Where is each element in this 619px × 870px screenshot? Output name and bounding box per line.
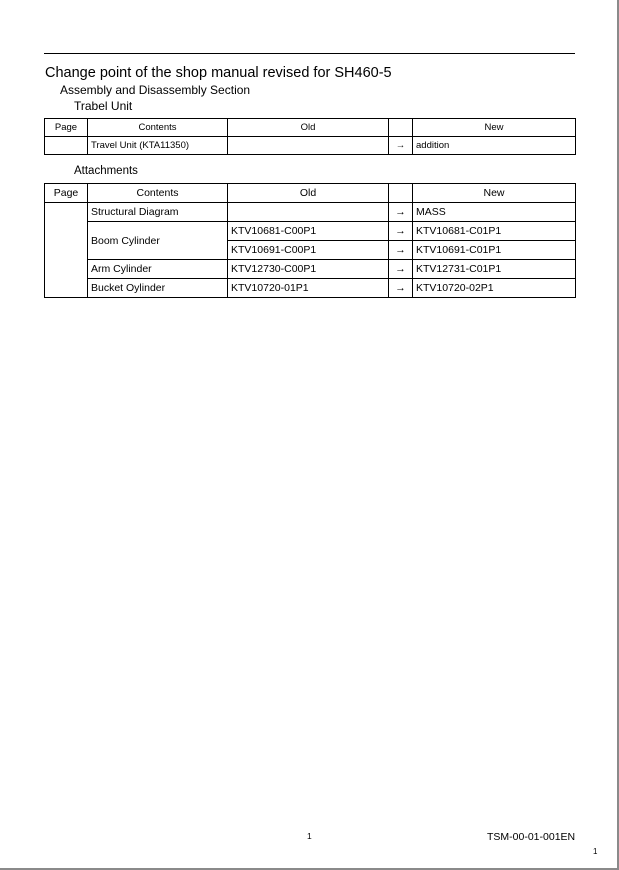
cell-contents: Bucket Oylinder <box>88 279 228 298</box>
cell-old: KTV10681-C00P1 <box>228 222 389 241</box>
cell-page <box>45 203 88 298</box>
cell-contents: Arm Cylinder <box>88 260 228 279</box>
cell-page <box>45 137 88 155</box>
header-old: Old <box>228 119 389 137</box>
cell-contents: Boom Cylinder <box>88 222 228 260</box>
cell-new: KTV10691-C01P1 <box>413 241 576 260</box>
travel-unit-table <box>44 118 576 155</box>
travel-unit-heading: Trabel Unit <box>74 99 133 113</box>
footer-page-number: 1 <box>307 831 312 841</box>
table-row <box>45 137 576 155</box>
right-arrow-icon: → <box>389 137 413 155</box>
cell-contents: Travel Unit (KTA11350) <box>88 137 228 155</box>
attachments-heading: Attachments <box>74 165 138 177</box>
cell-old: KTV12730-C00P1 <box>228 260 389 279</box>
table-row <box>45 203 576 222</box>
cell-old: KTV10691-C00P1 <box>228 241 389 260</box>
table-header-row <box>45 119 576 137</box>
right-arrow-icon: → <box>389 241 413 260</box>
header-contents: Contents <box>88 119 228 137</box>
table-row <box>45 222 576 241</box>
cell-new: addition <box>413 137 576 155</box>
table-row <box>45 279 576 298</box>
corner-page-number: 1 <box>593 847 598 856</box>
cell-new: KTV10681-C01P1 <box>413 222 576 241</box>
header-page: Page <box>45 119 88 137</box>
header-page: Page <box>45 184 88 203</box>
header-arrow <box>389 184 413 203</box>
table-row <box>45 260 576 279</box>
right-arrow-icon: → <box>389 222 413 241</box>
cell-new: KTV12731-C01P1 <box>413 260 576 279</box>
header-new: New <box>413 184 576 203</box>
footer-doc-code: TSM-00-01-001EN <box>487 831 576 843</box>
cell-old <box>228 203 389 222</box>
header-rule <box>44 53 575 54</box>
attachments-table <box>44 183 576 298</box>
cell-old <box>228 137 389 155</box>
cell-contents: Structural Diagram <box>88 203 228 222</box>
cell-old: KTV10720-01P1 <box>228 279 389 298</box>
header-new: New <box>413 119 576 137</box>
cell-new: MASS <box>413 203 576 222</box>
right-arrow-icon: → <box>389 203 413 222</box>
header-arrow <box>389 119 413 137</box>
section-subtitle: Assembly and Disassembly Section <box>60 83 251 97</box>
right-arrow-icon: → <box>389 260 413 279</box>
table-header-row <box>45 184 576 203</box>
header-old: Old <box>228 184 389 203</box>
document-title: Change point of the shop manual revised for SH460-5 <box>45 65 392 81</box>
header-contents: Contents <box>88 184 228 203</box>
cell-new: KTV10720-02P1 <box>413 279 576 298</box>
right-arrow-icon: → <box>389 279 413 298</box>
